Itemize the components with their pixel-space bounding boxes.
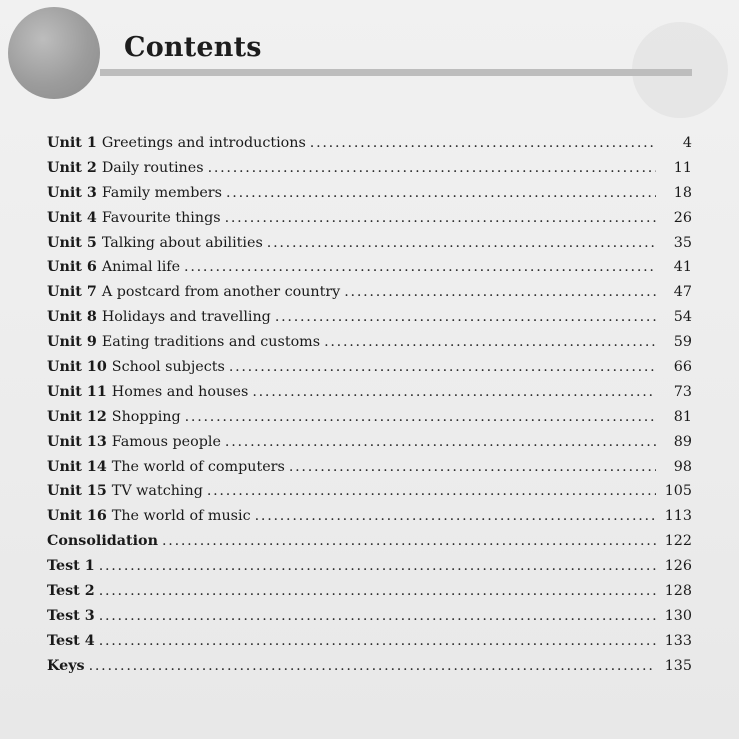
toc-entry-page-number: 122 bbox=[664, 533, 692, 550]
toc-entry-key: Unit 12 bbox=[47, 408, 107, 425]
toc-entry-page-number: 4 bbox=[682, 135, 692, 151]
toc-entry-title: Eating traditions and customs bbox=[101, 334, 321, 351]
toc-entry-page-number: 59 bbox=[673, 334, 692, 351]
dot-leader bbox=[99, 604, 656, 629]
toc-entry-title: Greetings and introductions bbox=[101, 135, 306, 151]
toc-entry-label bbox=[47, 529, 158, 554]
toc-entry-key: Unit 1 bbox=[47, 135, 97, 151]
toc-entry-title: Family members bbox=[101, 184, 222, 201]
toc-entry[interactable] bbox=[47, 504, 692, 529]
toc-entry[interactable] bbox=[47, 280, 692, 305]
toc-entry-key: Unit 2 bbox=[47, 159, 97, 176]
dot-leader bbox=[275, 305, 656, 330]
toc-entry[interactable] bbox=[47, 255, 692, 280]
toc-entry-page-number: 54 bbox=[673, 309, 692, 326]
toc-entry-page-number: 35 bbox=[673, 234, 692, 251]
toc-entry[interactable] bbox=[47, 654, 692, 679]
toc-entry-label bbox=[47, 554, 95, 579]
toc-entry-page-number: 113 bbox=[664, 508, 692, 525]
toc-entry-label bbox=[47, 305, 271, 330]
toc-entry-key: Unit 13 bbox=[47, 433, 107, 450]
toc-entry-label bbox=[47, 131, 306, 156]
table-of-contents bbox=[47, 131, 692, 679]
toc-entry-title: The world of music bbox=[111, 508, 251, 525]
dot-leader bbox=[225, 206, 656, 231]
toc-entry[interactable] bbox=[47, 206, 692, 231]
toc-entry[interactable] bbox=[47, 380, 692, 405]
dot-leader bbox=[344, 280, 656, 305]
toc-entry-key: Unit 16 bbox=[47, 508, 107, 525]
toc-entry-key: Unit 10 bbox=[47, 359, 107, 376]
toc-entry-title: The world of computers bbox=[111, 458, 285, 475]
toc-entry-page-number: 18 bbox=[673, 184, 692, 201]
dot-leader bbox=[99, 554, 656, 579]
toc-entry-page-number: 26 bbox=[673, 209, 692, 226]
toc-entry-label bbox=[47, 604, 95, 629]
toc-entry-page-number: 66 bbox=[673, 359, 692, 376]
dot-leader bbox=[310, 131, 656, 156]
toc-entry-key: Unit 14 bbox=[47, 458, 107, 475]
toc-entry-title: Homes and houses bbox=[111, 383, 249, 400]
toc-entry-title: School subjects bbox=[111, 359, 225, 376]
dot-leader bbox=[225, 430, 656, 455]
toc-entry-label bbox=[47, 280, 340, 305]
dot-leader bbox=[162, 529, 656, 554]
toc-entry-page-number: 73 bbox=[673, 383, 692, 400]
toc-entry-page-number: 41 bbox=[673, 259, 692, 276]
toc-entry[interactable] bbox=[47, 455, 692, 480]
toc-entry[interactable] bbox=[47, 529, 692, 554]
toc-entry-label bbox=[47, 654, 85, 679]
toc-entry-title: Talking about abilities bbox=[101, 234, 263, 251]
toc-entry-title: Animal life bbox=[101, 259, 181, 276]
toc-entry-label bbox=[47, 479, 203, 504]
toc-entry[interactable] bbox=[47, 330, 692, 355]
page-title: Contents bbox=[124, 32, 262, 63]
toc-entry-page-number: 130 bbox=[664, 607, 692, 624]
toc-entry[interactable] bbox=[47, 554, 692, 579]
dot-leader bbox=[226, 181, 656, 206]
dot-leader bbox=[208, 156, 656, 181]
toc-entry[interactable] bbox=[47, 305, 692, 330]
dot-leader bbox=[185, 405, 656, 430]
toc-entry-page-number: 133 bbox=[664, 632, 692, 649]
title-circle-decoration bbox=[8, 7, 100, 99]
toc-entry-key: Unit 5 bbox=[47, 234, 97, 251]
toc-entry-title: Daily routines bbox=[101, 159, 204, 176]
toc-entry-label bbox=[47, 579, 95, 604]
toc-entry-key: Unit 8 bbox=[47, 309, 97, 326]
toc-entry-key: Test 1 bbox=[47, 558, 95, 575]
toc-entry-page-number: 126 bbox=[664, 558, 692, 575]
toc-entry-title: Shopping bbox=[111, 408, 181, 425]
toc-entry-label bbox=[47, 330, 320, 355]
toc-entry-key: Test 3 bbox=[47, 607, 95, 624]
toc-entry-key: Unit 4 bbox=[47, 209, 97, 226]
toc-entry-key: Test 4 bbox=[47, 632, 95, 649]
title-underline-bar bbox=[100, 69, 692, 76]
toc-entry-label bbox=[47, 405, 181, 430]
toc-entry-page-number: 105 bbox=[664, 483, 692, 500]
dot-leader bbox=[267, 231, 656, 256]
toc-entry-label bbox=[47, 156, 204, 181]
toc-entry-key: Unit 15 bbox=[47, 483, 107, 500]
toc-entry-title: Favourite things bbox=[101, 209, 221, 226]
toc-entry-title: Famous people bbox=[111, 433, 221, 450]
toc-entry-key: Unit 3 bbox=[47, 184, 97, 201]
toc-entry-label bbox=[47, 255, 180, 280]
toc-entry-label bbox=[47, 181, 222, 206]
toc-entry[interactable] bbox=[47, 181, 692, 206]
toc-entry-title: Holidays and travelling bbox=[101, 309, 271, 326]
toc-entry[interactable] bbox=[47, 131, 692, 156]
toc-entry[interactable] bbox=[47, 604, 692, 629]
toc-entry[interactable] bbox=[47, 231, 692, 256]
toc-entry-label bbox=[47, 355, 225, 380]
toc-entry[interactable] bbox=[47, 355, 692, 380]
toc-entry-label bbox=[47, 206, 221, 231]
toc-entry-title: A postcard from another country bbox=[101, 284, 341, 301]
toc-entry-page-number: 11 bbox=[673, 159, 692, 176]
toc-entry[interactable] bbox=[47, 156, 692, 181]
toc-entry-key: Unit 7 bbox=[47, 284, 97, 301]
dot-leader bbox=[252, 380, 656, 405]
toc-entry[interactable] bbox=[47, 579, 692, 604]
toc-entry-page-number: 47 bbox=[673, 284, 692, 301]
toc-entry-page-number: 135 bbox=[664, 657, 692, 674]
toc-entry-label bbox=[47, 504, 251, 529]
toc-entry-page-number: 89 bbox=[673, 433, 692, 450]
dot-leader bbox=[89, 654, 656, 679]
toc-entry-key: Test 2 bbox=[47, 583, 95, 600]
dot-leader bbox=[99, 629, 656, 654]
toc-entry-page-number: 128 bbox=[664, 583, 692, 600]
toc-entry-page-number: 81 bbox=[673, 408, 692, 425]
dot-leader bbox=[289, 455, 656, 480]
toc-entry-page-number: 98 bbox=[673, 458, 692, 475]
dot-leader bbox=[207, 479, 656, 504]
toc-entry-key: Unit 6 bbox=[47, 259, 97, 276]
toc-entry[interactable] bbox=[47, 629, 692, 654]
toc-entry-label bbox=[47, 430, 221, 455]
toc-entry-label bbox=[47, 231, 263, 256]
dot-leader bbox=[255, 504, 656, 529]
toc-entry[interactable] bbox=[47, 430, 692, 455]
toc-entry-label bbox=[47, 380, 248, 405]
toc-entry[interactable] bbox=[47, 405, 692, 430]
dot-leader bbox=[99, 579, 656, 604]
toc-entry-label bbox=[47, 455, 285, 480]
toc-entry-title: TV watching bbox=[111, 483, 203, 500]
dot-leader bbox=[184, 255, 656, 280]
toc-entry-key: Unit 9 bbox=[47, 334, 97, 351]
toc-entry[interactable] bbox=[47, 479, 692, 504]
toc-entry-key: Keys bbox=[47, 657, 85, 674]
dot-leader bbox=[229, 355, 656, 380]
toc-entry-key: Consolidation bbox=[47, 533, 158, 550]
toc-entry-key: Unit 11 bbox=[47, 383, 107, 400]
dot-leader bbox=[324, 330, 656, 355]
toc-entry-label bbox=[47, 629, 95, 654]
